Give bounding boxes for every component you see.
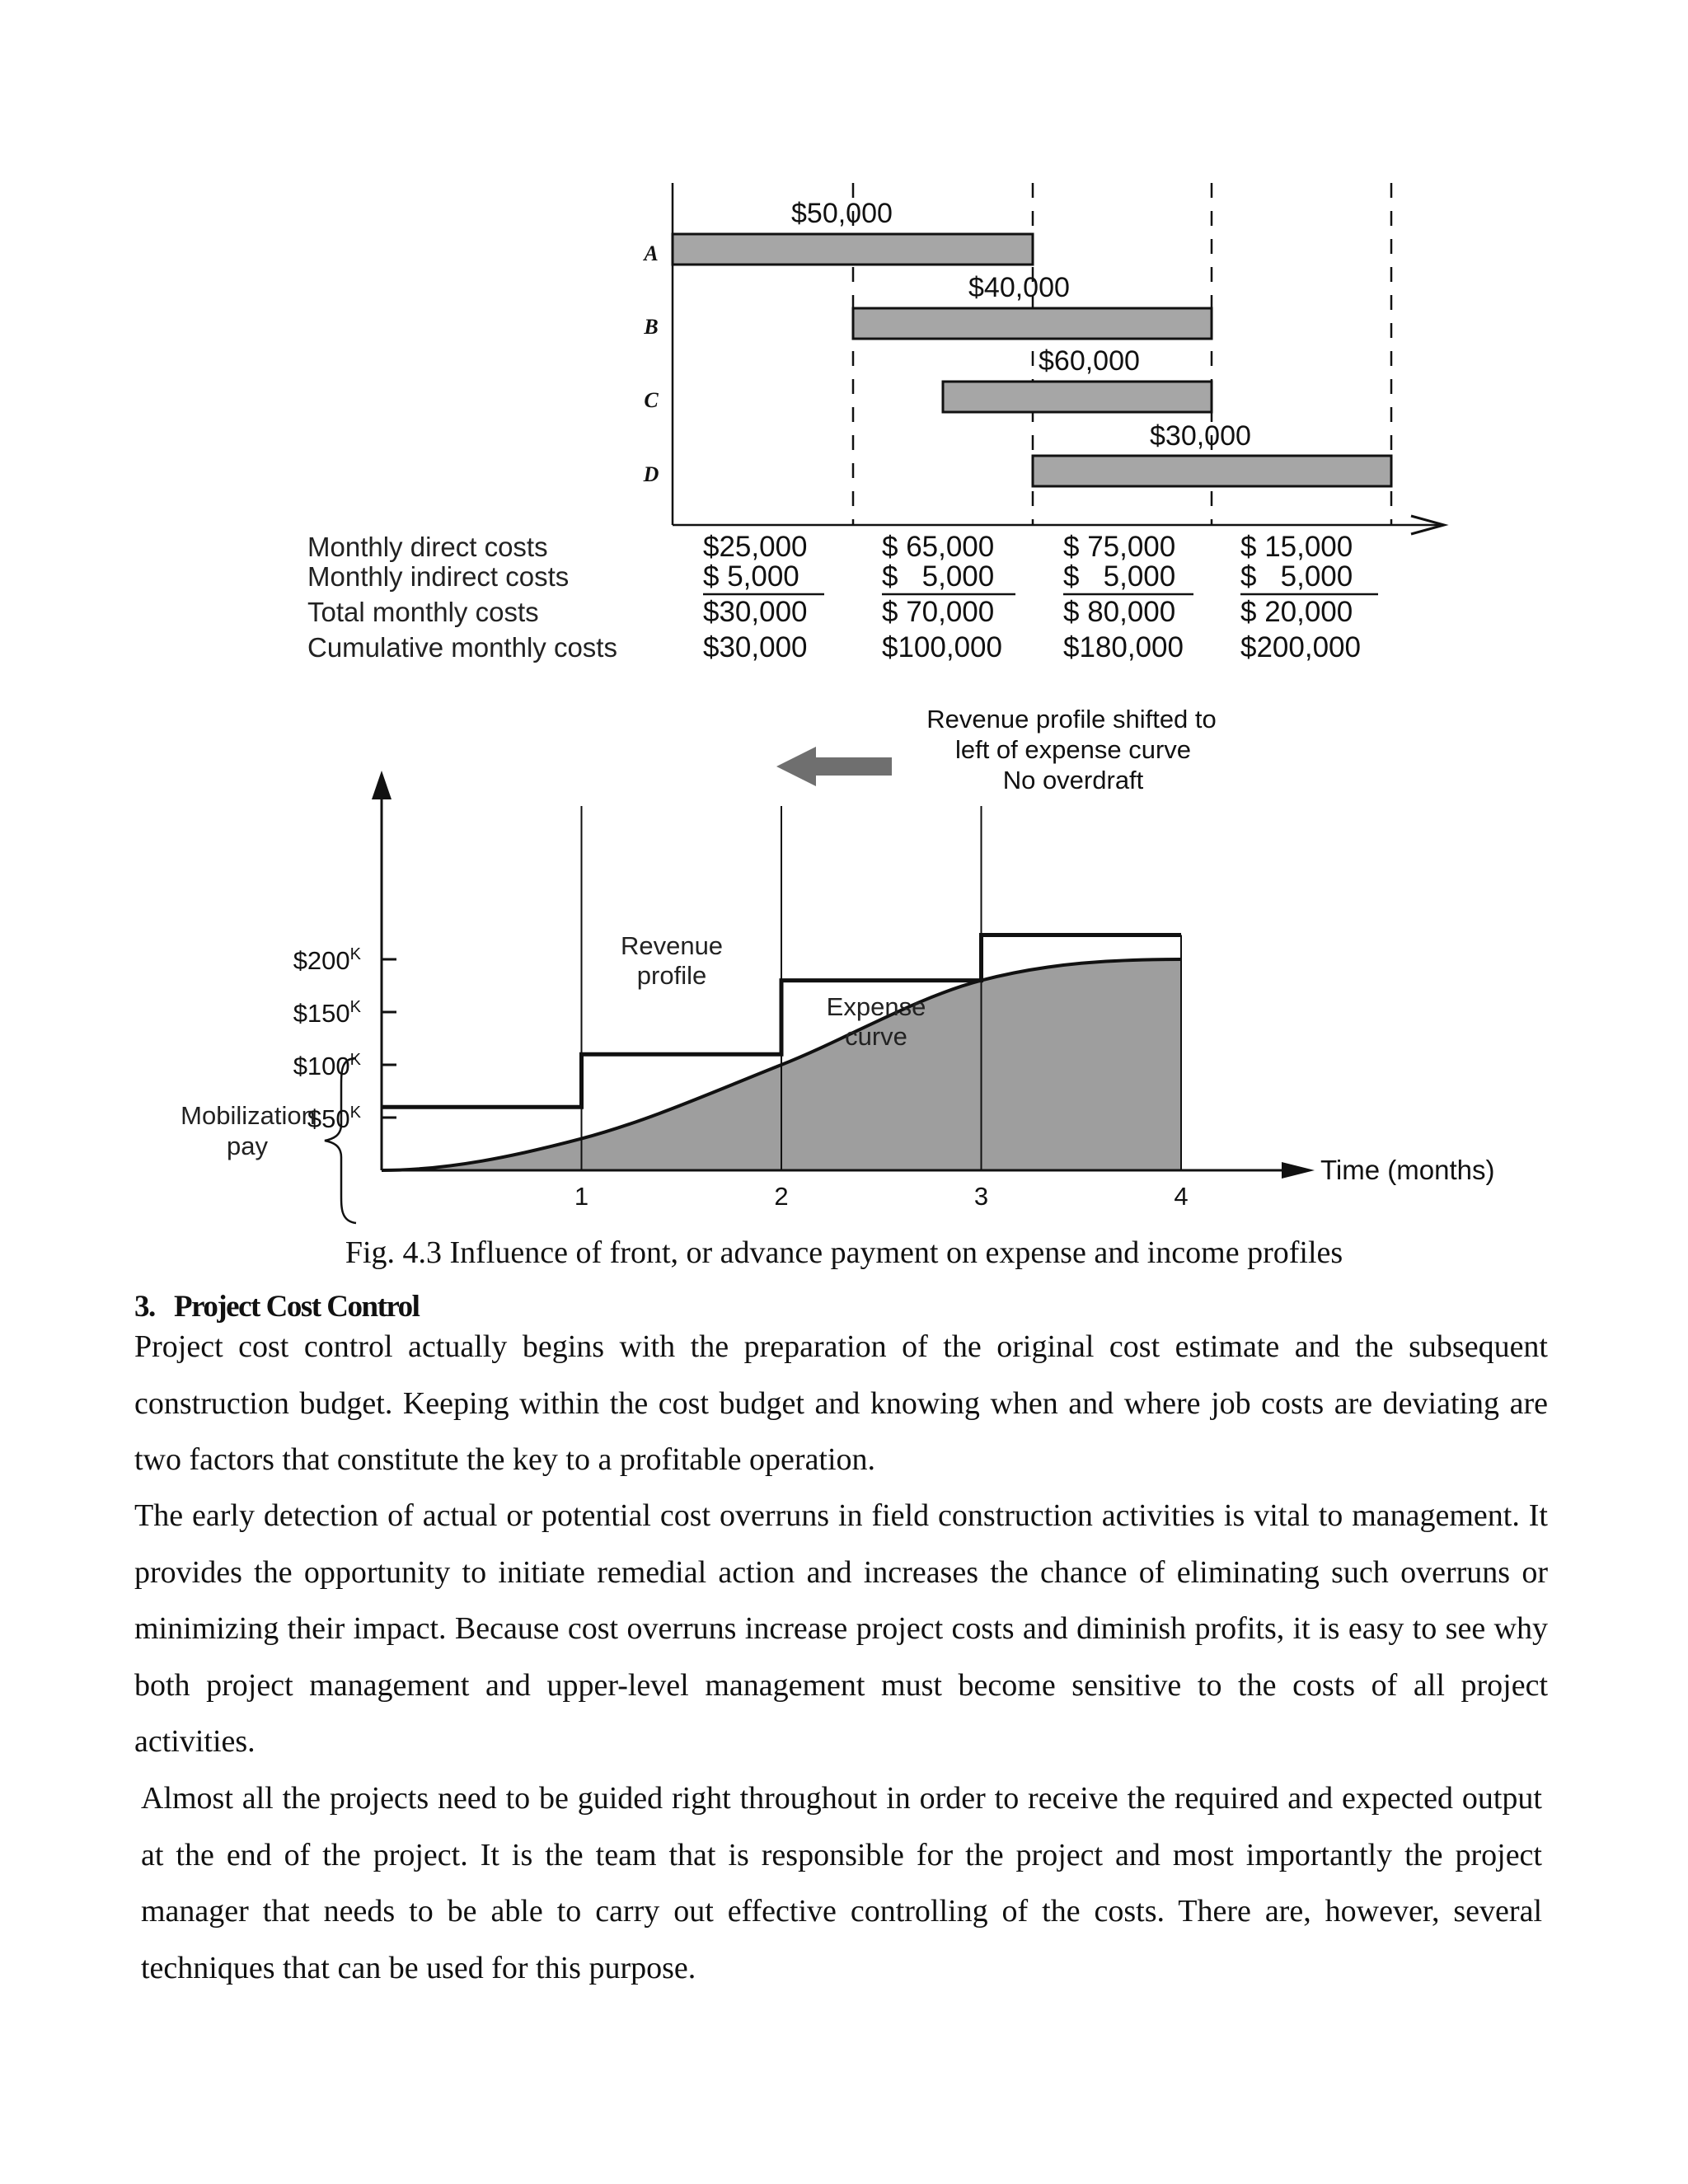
x-tick-label: 1 (574, 1182, 589, 1211)
activity-label-c: C (644, 388, 659, 412)
y-tick-label: $\$100^K$ (293, 1051, 361, 1080)
mobilization-label: Mobilization (181, 1101, 316, 1130)
table-row-label-cumulative: Cumulative monthly costs (307, 632, 617, 663)
revenue-expense-chart (181, 771, 1494, 1223)
paragraph: Project cost control actually begins with the preparation of the original cost estimate and the subsequent construction budget. Keeping within the cost budget and knowing when and where job costs are deviating are two factors that constitute the key to a profitable operation. (134, 1329, 1548, 1477)
table-cell: $200,000 (1240, 631, 1361, 663)
table-cell: $30,000 (703, 596, 808, 628)
x-axis-label: Time (months) (1320, 1155, 1495, 1185)
table-cell: $180,000 (1063, 631, 1184, 663)
x-tick-labels (574, 1182, 1189, 1211)
activity-label-d: D (643, 462, 659, 486)
mobilization-brace (325, 1058, 356, 1223)
table-cell: $ 75,000 (1063, 531, 1176, 563)
table-cell: $ 80,000 (1063, 596, 1176, 628)
activity-label-a: A (644, 241, 659, 265)
chart-x-arrowhead (1282, 1162, 1315, 1179)
y-tick-marks (382, 959, 396, 1118)
x-tick-label: 4 (1174, 1182, 1189, 1211)
activity-label-b: B (644, 315, 659, 339)
activity-cost-d: $30,000 (1150, 420, 1251, 452)
table-row-label-direct: Monthly direct costs (307, 532, 548, 562)
x-tick-label: 2 (774, 1182, 789, 1211)
activity-bar-b (853, 308, 1212, 339)
table-cell: $30,000 (703, 631, 808, 663)
x-tick-label: 3 (973, 1182, 989, 1211)
revenue-profile-label-2: profile (636, 961, 707, 990)
shift-annotation (776, 705, 1217, 794)
schedule-chart (642, 183, 1444, 534)
y-tick-label: $\$150^K$ (293, 998, 361, 1028)
table-cell: $ 5,000 (1240, 560, 1353, 593)
paragraph: Almost all the projects need to be guided right throughout in order to receive the required and expected output at the end of the project. It is the team that is responsible for the project and most importantly the project manager that needs to be able to carry out effective controlling of the costs. There are, however, several techniques that can be used for this purpose. (141, 1781, 1542, 1985)
expense-curve-label: Expense (826, 992, 926, 1021)
table-row-label-total: Total monthly costs (307, 597, 539, 627)
section-heading: 3. Project Cost Control (134, 1290, 420, 1324)
activity-cost-c: $60,000 (1039, 345, 1140, 377)
paragraph: The early detection of actual or potential cost overruns in field construction activities is vital to management. It provides the opportunity to initiate remedial action and increases the chance of eliminating such overruns or minimizing their impact. Because cost overruns increase project costs and diminish profits, it is easy to see why both project management and upper-level management must become sensitive to the costs of all project activities. (134, 1498, 1548, 1759)
chart-y-arrowhead (372, 771, 392, 799)
cost-table (307, 531, 1378, 663)
activity-bar-c (943, 382, 1212, 412)
expense-curve-label-2: curve (845, 1022, 907, 1051)
table-cell: $ 70,000 (882, 596, 995, 628)
annotation-line-2: left of expense curve (954, 735, 1192, 764)
table-cell: $ 65,000 (882, 531, 995, 563)
table-row-label-indirect: Monthly indirect costs (307, 561, 570, 592)
table-values (703, 531, 1361, 663)
figure-caption: Fig. 4.3 Influence of front, or advance payment on expense and income profiles (345, 1235, 1343, 1270)
mobilization-label-2: pay (227, 1132, 268, 1160)
activity-cost-b: $40,000 (968, 272, 1070, 303)
table-cell: $ 5,000 (703, 560, 799, 593)
table-cell: $ 5,000 (882, 560, 995, 593)
table-cell: $ 5,000 (1063, 560, 1176, 593)
table-cell: $ 15,000 (1240, 531, 1353, 563)
table-cell: $ 20,000 (1240, 596, 1353, 628)
table-cell: $25,000 (703, 531, 808, 563)
activity-bar-d (1033, 456, 1391, 486)
activity-bar-a (673, 234, 1033, 265)
table-cell: $100,000 (882, 631, 1002, 663)
y-tick-label: $\$50^K$ (307, 1104, 361, 1133)
y-tick-label: $\$200^K$ (293, 945, 361, 975)
annotation-line-1: Revenue profile shifted to (926, 705, 1217, 733)
activity-cost-a: $50,000 (791, 198, 893, 229)
annotation-line-3: No overdraft (1002, 766, 1144, 794)
revenue-profile-label: Revenue (620, 931, 724, 960)
left-arrow-icon (776, 747, 892, 786)
